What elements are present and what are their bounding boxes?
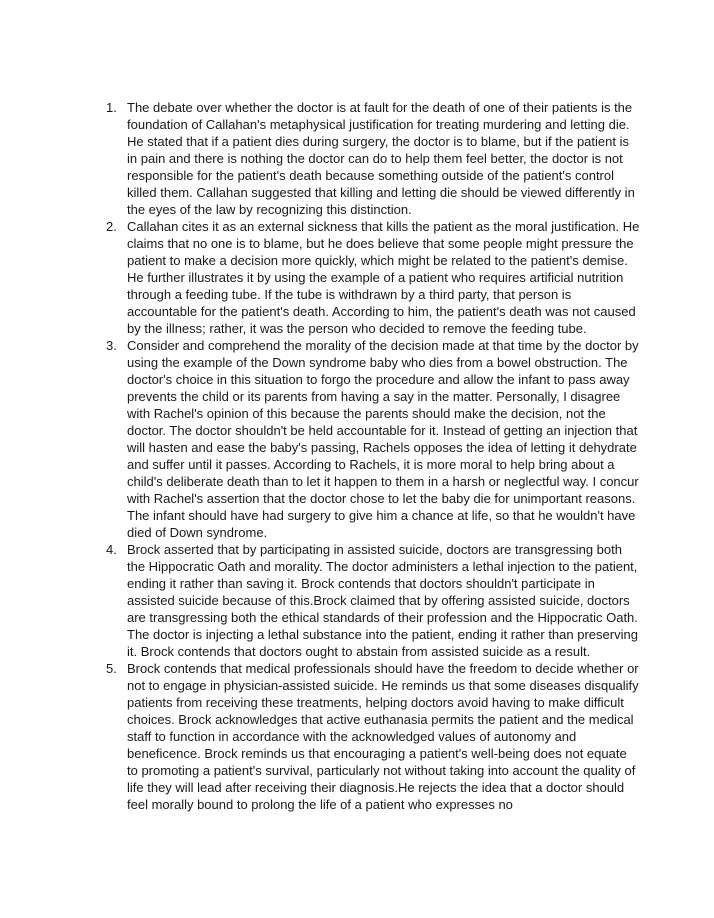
list-item-5 <box>96 660 641 813</box>
list-item-2 <box>96 218 641 337</box>
list-number: 3. <box>106 338 117 353</box>
paragraph-text: Consider and comprehend the morality of the decision made at that time by the doctor by using the example of the Down syndrome baby who dies from a bowel obstruction. The doctor's choice in this situation to forgo the procedure and allow the infant to pass away prevents the child or its parents from having a say in the matter. Personally, I disagree with Rachel's opinion of this because the parents should make the decision, not the doctor. The doctor shouldn't be held accountable for it. Instead of getting an injection that will hasten and ease the baby's passing, Rachels opposes the idea of letting it dehydrate and suffer until it passes. According to Rachels, it is more moral to help bring about a child's deliberate death than to let it happen to them in a harsh or neglectful way. I concur with Rachel's assertion that the doctor chose to let the baby die for unimportant reasons. The infant should have had surgery to give him a chance at life, so that he wouldn't have died of Down syndrome. <box>127 338 639 540</box>
paragraph-text: The debate over whether the doctor is at fault for the death of one of their patients is the foundation of Callahan's metaphysical justification for treating murdering and letting die. He stated that if a patient dies during surgery, the doctor is to blame, but if the patient is in pain and there is nothing the doctor can do to help them feel better, the doctor is not responsible for the patient's death because something outside of the patient's control killed them. Callahan suggested that killing and letting die should be viewed differently in the eyes of the law by recognizing this distinction. <box>127 100 635 217</box>
list-item-1 <box>96 99 641 218</box>
paragraph-text: Brock contends that medical professionals should have the freedom to decide whether or not to engage in physician-assisted suicide. He reminds us that some diseases disqualify patients from receiving these treatments, helping doctors avoid having to make difficult choices. Brock acknowledges that active euthanasia permits the patient and the medical staff to function in accordance with the acknowledged values of autonomy and beneficence. Brock reminds us that encouraging a patient's well-being does not equate to promoting a patient's survival, particularly not without taking into account the quality of life they will lead after receiving their diagnosis.He rejects the idea that a doctor should feel morally bound to prolong the life of a patient who expresses no <box>127 661 639 812</box>
list-item-3 <box>96 337 641 541</box>
list-number: 5. <box>106 661 117 676</box>
paragraph-text: Callahan cites it as an external sickness that kills the patient as the moral justification. He claims that no one is to blame, but he does believe that some people might pressure the patient to make a decision more quickly, which might be related to the patient's demise. He further illustrates it by using the example of a patient who requires artificial nutrition through a feeding tube. If the tube is withdrawn by a third party, that person is accountable for the patient's death. According to him, the patient's death was not caused by the illness; rather, it was the person who decided to remove the feeding tube. <box>127 219 640 336</box>
list-number: 1. <box>106 100 117 115</box>
list-number: 4. <box>106 542 117 557</box>
list-item-4 <box>96 541 641 660</box>
paragraph-text: Brock asserted that by participating in assisted suicide, doctors are transgressing both the Hippocratic Oath and morality. The doctor administers a lethal injection to the patient, ending it rather than saving it. Brock contends that doctors shouldn't participate in assisted suicide because of this.Brock claimed that by offering assisted suicide, doctors are transgressing both the ethical standards of their profession and the Hippocratic Oath. The doctor is injecting a lethal substance into the patient, ending it rather than preserving it. Brock contends that doctors ought to abstain from assisted suicide as a result. <box>127 542 638 659</box>
list-number: 2. <box>106 219 117 234</box>
numbered-list <box>96 99 641 813</box>
